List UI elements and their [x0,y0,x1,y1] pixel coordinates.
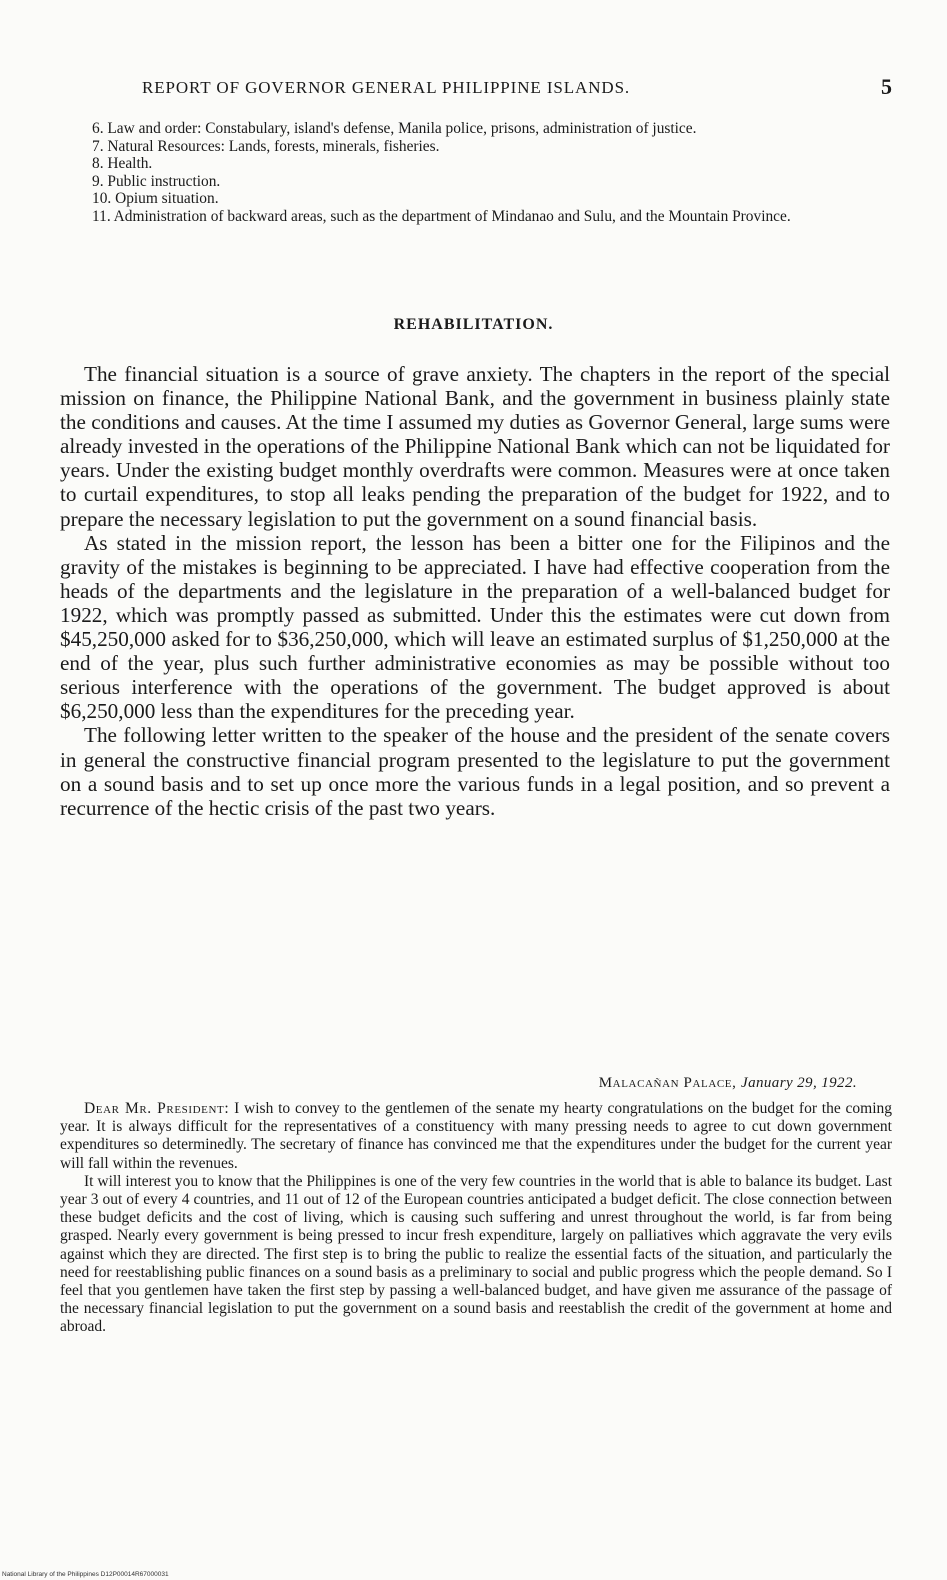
list-item: 8. Health. [92,155,153,172]
list-item: 11. Administration of backward areas, such as the department of Mindanao and Sulu, and the Mountain Province. [92,207,791,225]
running-title: REPORT OF GOVERNOR GENERAL PHILIPPINE ISLANDS. [142,78,631,97]
list-item: 7. Natural Resources: Lands, forests, minerals, fisheries. [92,137,440,155]
list-item: 10. Opium situation. [92,190,219,207]
page-number: 5 [881,74,892,99]
letter-dateline [599,1075,857,1092]
body-paragraph: The following letter written to the speaker of the house and the president of the senate covers in general the constructive financial program presented to the legislature to put the government on a sound basis and to set up once more the various funds in a legal position, and so prevent a recurrence of the hectic crisis of the past two years. [60,723,890,820]
letter-paragraph: It will interest you to know that the Philippines is one of the very few countries in the world that is able to balance its budget. Last year 3 out of every 4 countries, and 11 out of 12 of the European countries anticipated a budget deficit. The close connection between these budget deficits and the cost of living, which is causing such suffering and unrest throughout the world, is far from being grasped. Nearly every government is being pressed to incur fresh expenditure, largely on palliatives which aggravate the very evils against which they are directed. The first step is to bring the public to realize the essential facts of the situation, and particularly the need for reestablishing public finances on a sound basis as a preliminary to social and public progress which the people demand. So I feel that you gentlemen have taken the first step by passing a well-balanced budget, and have given me assurance of the passage of the necessary financial legislation to put the government on a sound basis and reestablish the credit of the government at home and abroad. [60,1172,892,1336]
letter-body [60,1100,892,1337]
list-item: 6. Law and order: Constabulary, island's defense, Manila police, prisons, administration of justice. [92,120,697,137]
body-paragraph: As stated in the mission report, the lesson has been a bitter one for the Filipinos and the gravity of the mistakes is beginning to be appreciated. I have had effective cooperation from the heads of the departments and the legislature in the preparation of a well-balanced budget for 1922, which was promptly passed as submitted. Under this the estimates were cut down from $45,250,000 asked for to $36,250,000, which will leave an estimated surplus of $1,250,000 at the end of the year, plus such further administrative economies as may be possible without too serious interference with the operations of the government. The budget approved is about $6,250,000 less than the expenditures for the preceding year. [60,530,890,724]
body-paragraph: The financial situation is a source of grave anxiety. The chapters in the report of the special mission on finance, the Philippine National Bank, and the government in business plainly state the conditions and causes. At the time I assumed my duties as Governor General, large sums were already invested in the operations of the Philippine National Bank which can not be liquidated for years. Under the existing budget monthly overdrafts were common. Measures were at once taken to curtail expenditures, to stop all leaks pending the preparation of the budget for 1922, and to prepare the necessary legislation to put the government on a sound financial basis. [60,362,890,531]
running-head [60,74,892,106]
letter-paragraph [60,1100,892,1173]
section-heading: REHABILITATION. [393,316,554,333]
letter-first-paragraph: I wish to convey to the gentlemen of the senate my hearty congratulations on the budget for the coming year. It is always difficult for the representatives of a constituency with many pressing needs to agree to cut down government expenditures so determinedly. The secretary of finance has convinced me that the expenditures under the budget for the current year will fall within the revenues. [60,1100,892,1172]
numbered-list [60,120,892,225]
letter-salutation: Dear Mr. President: [84,1100,230,1117]
scan-footer: National Library of the Philippines D12P00014R67000031 [2,1571,169,1578]
letter-place: Malacañan Palace, [598,1075,737,1091]
letter-date: January 29, 1922. [741,1075,857,1091]
main-text [60,362,890,820]
list-item: 9. Public instruction. [92,172,221,190]
